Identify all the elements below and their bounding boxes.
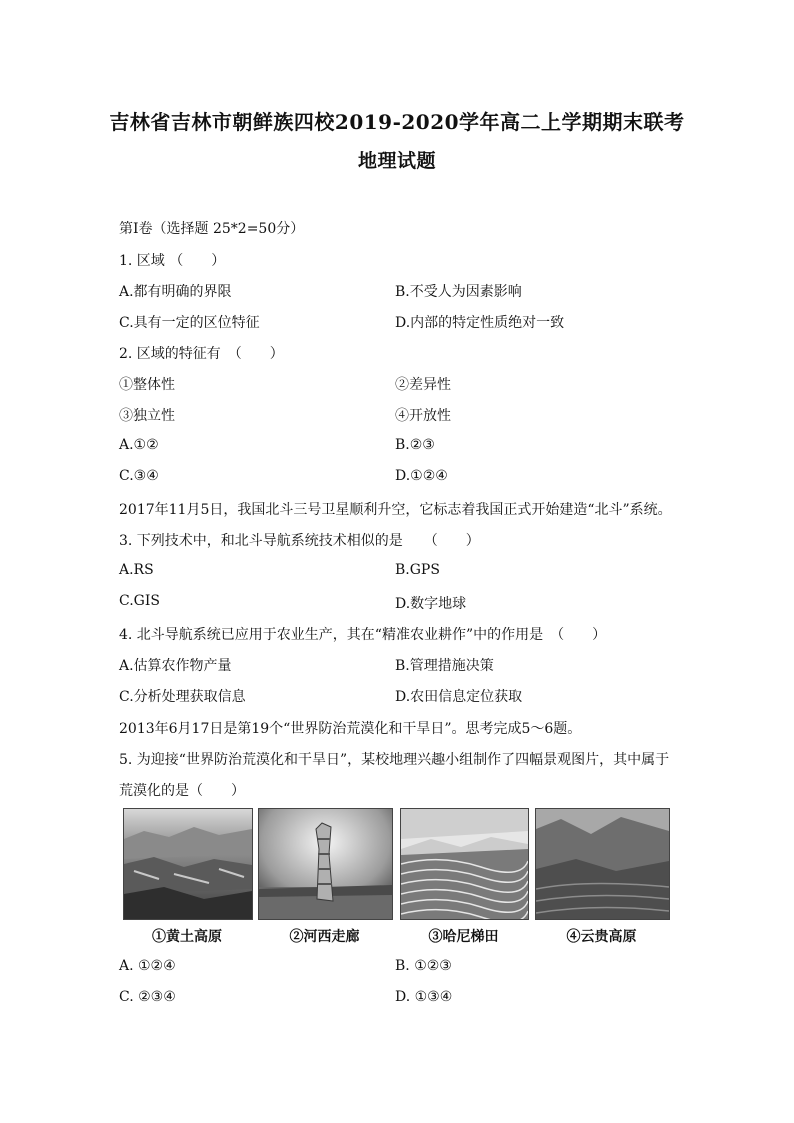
q2-option-b: B.②③ <box>395 437 435 453</box>
q1-option-a: A.都有明确的界限 <box>119 284 232 300</box>
q3-option-c: C.GIS <box>119 593 160 609</box>
q4-stem: 4. 北斗导航系统已应用于农业生产，其在“精准农业耕作”中的作用是 （ ） <box>119 627 607 643</box>
q2-option-a: A.①② <box>119 437 159 453</box>
q2-item-1: ①整体性 <box>119 377 175 393</box>
q4-option-a: A.估算农作物产量 <box>119 658 232 674</box>
q3-option-d: D.数字地球 <box>395 596 467 612</box>
page-title: 吉林省吉林市朝鲜族四校2019-2020学年高二上学期期末联考 <box>109 110 685 134</box>
q1-option-c: C.具有一定的区位特征 <box>119 315 260 331</box>
q4-option-c: C.分析处理获取信息 <box>119 689 246 705</box>
q3-option-a: A.RS <box>119 562 154 578</box>
q5-option-c: C. ②③④ <box>119 989 176 1005</box>
q5-stem-line2: 荒漠化的是（ ） <box>119 783 245 799</box>
caption-2: ②河西走廊 <box>289 929 360 945</box>
photo-loess-plateau <box>123 808 253 920</box>
photo-hani-terraces <box>400 808 529 920</box>
page-subtitle: 地理试题 <box>357 150 436 172</box>
q2-option-c: C.③④ <box>119 468 159 484</box>
q4-option-b: B.管理措施决策 <box>395 658 494 674</box>
q2-item-2: ②差异性 <box>395 377 451 393</box>
passage-beidou: 2017年11月5日，我国北斗三号卫星顺利升空，它标志着我国正式开始建造“北斗”系统。 <box>119 502 672 518</box>
q1-option-b: B.不受人为因素影响 <box>395 284 522 300</box>
q1-stem: 1. 区域 （ ） <box>119 253 226 269</box>
q5-option-b: B. ①②③ <box>395 958 452 974</box>
q2-stem: 2. 区域的特征有 （ ） <box>119 346 284 362</box>
q1-option-d: D.内部的特定性质绝对一致 <box>395 315 565 331</box>
q2-option-d: D.①②④ <box>395 468 448 484</box>
q3-stem: 3. 下列技术中，和北斗导航系统技术相似的是 （ ） <box>119 533 480 549</box>
q4-option-d: D.农田信息定位获取 <box>395 689 523 705</box>
caption-3: ③哈尼梯田 <box>428 929 499 945</box>
caption-4: ④云贵高原 <box>566 929 637 945</box>
q5-stem-line1: 5. 为迎接“世界防治荒漠化和干旱日”，某校地理兴趣小组制作了四幅景观图片，其中属于 <box>119 752 670 768</box>
caption-1: ①黄土高原 <box>152 929 222 945</box>
photo-hexi-corridor <box>258 808 393 920</box>
photo-yungui-plateau <box>535 808 670 920</box>
q2-item-4: ④开放性 <box>395 408 451 424</box>
q2-item-3: ③独立性 <box>119 408 175 424</box>
q5-option-a: A. ①②④ <box>119 958 176 974</box>
q3-option-b: B.GPS <box>395 562 440 578</box>
q5-option-d: D. ①③④ <box>395 989 453 1005</box>
section-heading: 第Ⅰ卷（选择题 25*2=50分） <box>119 221 305 237</box>
passage-desertification: 2013年6月17日是第19个“世界防治荒漠化和干旱日”。思考完成5～6题。 <box>119 721 582 737</box>
